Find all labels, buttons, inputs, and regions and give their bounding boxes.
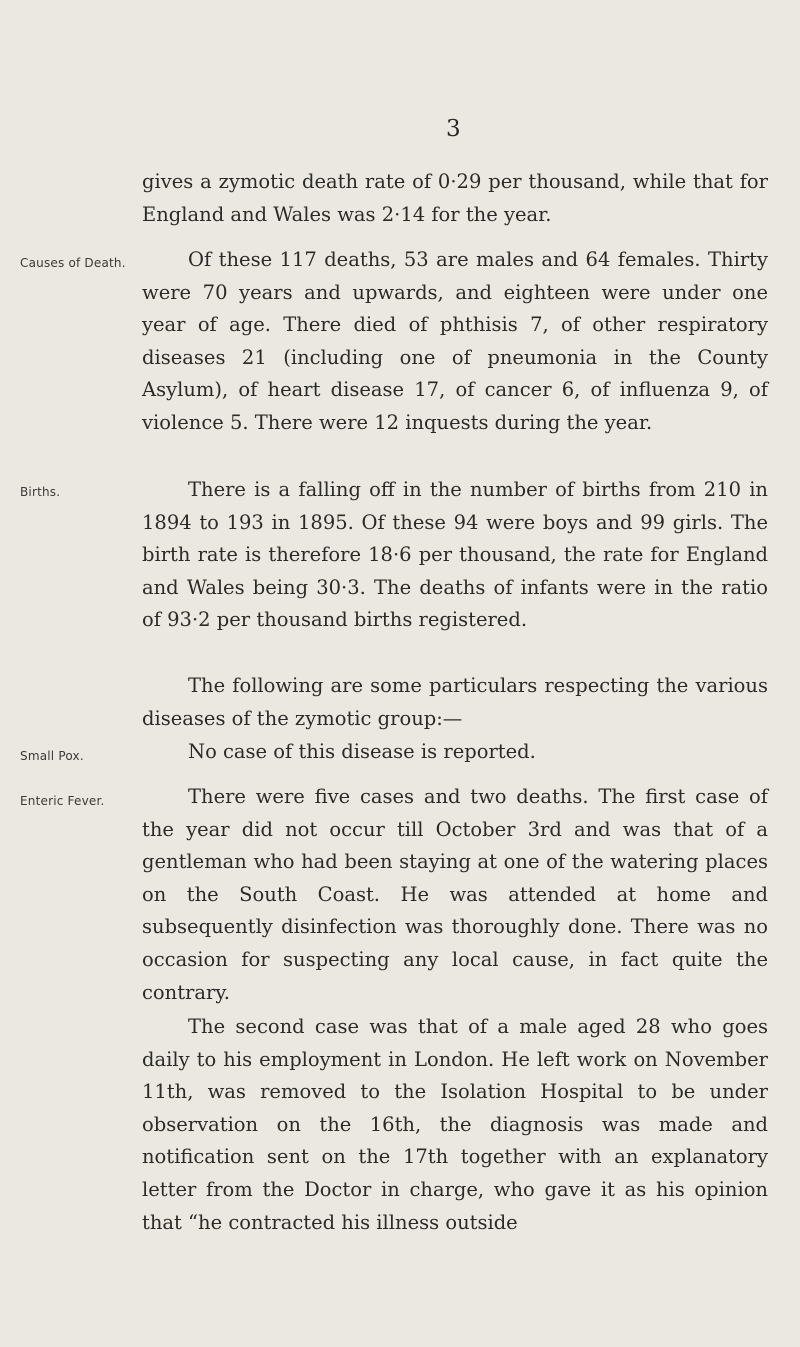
paragraph-enteric-fever-second-case: The second case was that of a male aged 28 who goes daily to his employment in London. He left work on November 11th, was removed to the Isolation Hospital to be under observation on the 16th, the diagnosis was made and notification sent on the 17th together with an explanatory letter from the Doctor in charge, who gave it as his opinion that “he contracted his illness outside: [142, 1015, 768, 1234]
paragraph-small-pox: No case of this disease is reported.: [188, 740, 536, 763]
paragraph-causes-of-death: Of these 117 deaths, 53 are males and 64 females. Thirty were 70 years and upwards, and eighteen were under one year of age. There died of phthisis 7, of other respiratory diseases 21 (including one of pneumonia in the County Asylum), of heart disease 17, of cancer 6, of influenza 9, of violence 5. There were 12 inquests during the year.: [142, 248, 768, 434]
paragraph-zymotic-rate: gives a zymotic death rate of 0·29 per thousand, while that for England and Wales was 2·14 for the year.: [142, 170, 768, 226]
margin-note-births: Births.: [20, 485, 61, 499]
page-number: 3: [446, 116, 461, 142]
margin-note-causes-of-death: Causes of Death.: [20, 256, 126, 270]
paragraph-zymotic-intro: The following are some particulars respecting the various diseases of the zymotic group:—: [142, 674, 768, 730]
margin-note-small-pox: Small Pox.: [20, 749, 84, 763]
paragraph-births: There is a falling off in the number of births from 210 in 1894 to 193 in 1895. Of these 94 were boys and 99 girls. The birth rate is therefore 18·6 per thousand, the rate for England and Wales being 30·3. The deaths of infants were in the ratio of 93·2 per thousand births registered.: [142, 478, 768, 632]
paragraph-enteric-fever-first-case: There were five cases and two deaths. The first case of the year did not occur till October 3rd and was that of a gentleman who had been staying at one of the watering places on the South Coast. He was attended at home and subsequently disinfection was thoroughly done. There was no occasion for suspecting any local cause, in fact quite the contrary.: [142, 785, 768, 1004]
margin-note-enteric-fever: Enteric Fever.: [20, 794, 105, 808]
